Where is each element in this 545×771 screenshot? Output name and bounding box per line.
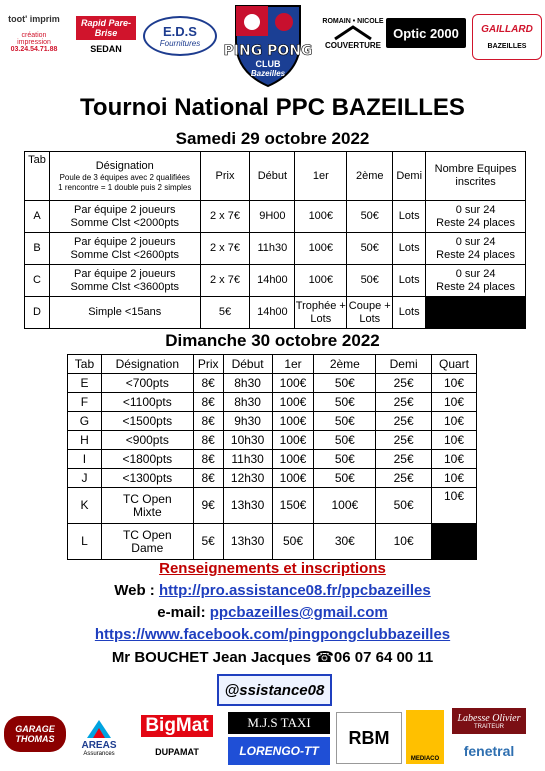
optic2000-logo: [386, 18, 466, 48]
cell-prix: 2 x 7€: [200, 201, 250, 233]
cell-demi: Lots: [393, 233, 426, 265]
cell-debut: 9H00: [250, 201, 295, 233]
club-line2: CLUB: [255, 58, 281, 69]
table-row: [68, 524, 477, 560]
mediaco-logo: [406, 710, 444, 764]
table-row: [68, 374, 477, 393]
table-row: [68, 450, 477, 469]
email-line: [0, 604, 545, 621]
saturday-heading: Samedi 29 octobre 2022: [175, 129, 370, 148]
rbm-logo: [336, 712, 402, 764]
eds-logo: [143, 16, 217, 56]
club-logo: [222, 2, 314, 90]
labesse-sub: TRAITEUR: [474, 723, 504, 730]
cell-quart: 10€: [432, 374, 477, 393]
info-heading: Renseignements et inscriptions: [159, 560, 386, 577]
cell-demi: 25€: [376, 450, 432, 469]
header-quart: Quart: [432, 355, 477, 374]
cell-first: Trophée + Lots: [295, 297, 347, 329]
contact-name: Mr BOUCHET Jean Jacques: [111, 649, 316, 666]
cell-second: Coupe + Lots: [347, 297, 393, 329]
table-row: [68, 488, 477, 524]
cell-first: 50€: [272, 524, 314, 560]
areas-name: AREAS: [81, 739, 117, 751]
romain-name: ROMAIN • NICOLE: [322, 18, 384, 25]
cell-prix: 8€: [193, 393, 223, 412]
bigmat-name: BigMat: [141, 715, 212, 737]
cell-designation: Par équipe 2 joueurs Somme Clst <3600pts: [49, 265, 200, 297]
cell-demi: 25€: [376, 393, 432, 412]
optic-name: Optic 2000: [393, 25, 459, 41]
cell-demi: Lots: [393, 265, 426, 297]
cell-prix: 2 x 7€: [200, 233, 250, 265]
rapid-name: Rapid Pare-Brise: [76, 16, 136, 40]
labesse-name: Labesse Olivier: [457, 712, 521, 724]
cell-quart: 10€: [432, 412, 477, 431]
rbm-name: RBM: [348, 727, 390, 748]
saturday-table: [24, 151, 526, 329]
phone-icon: ☎: [315, 649, 334, 666]
tootimprim-logo: [4, 10, 64, 56]
email-link[interactable]: ppcbazeilles@gmail.com: [209, 604, 388, 621]
cell-first: 100€: [272, 431, 314, 450]
cell-demi: Lots: [393, 201, 426, 233]
cell-nombre: 0 sur 24 Reste 24 places: [426, 265, 526, 297]
contact-line: [0, 648, 545, 666]
table-row: [25, 201, 526, 233]
cell-tab: A: [25, 201, 50, 233]
facebook-line: [0, 626, 545, 643]
cell-debut: 11h30: [223, 450, 272, 469]
header-demi: Demi: [376, 355, 432, 374]
cell-debut: 10h30: [223, 431, 272, 450]
cell-prix: 8€: [193, 374, 223, 393]
cell-designation: TC Open Mixte: [101, 488, 193, 524]
cell-prix: 8€: [193, 412, 223, 431]
table-row: [25, 265, 526, 297]
cell-first: 100€: [272, 469, 314, 488]
cell-nombre: 0 sur 24 Reste 24 places: [426, 201, 526, 233]
lorengo-logo: [228, 737, 330, 765]
web-line: [0, 582, 545, 599]
header-prix: Prix: [193, 355, 223, 374]
assistance08-logo: [217, 674, 332, 706]
eds-sub: Fournitures: [159, 39, 201, 48]
mediaco-name: MEDIACO: [410, 756, 440, 762]
lorengo-name: LORENGO-TT: [239, 744, 319, 758]
cell-designation: <1800pts: [101, 450, 193, 469]
cell-tab: E: [68, 374, 102, 393]
cell-demi: 10€: [376, 524, 432, 560]
page-title: Tournoi National PPC BAZEILLES: [80, 94, 465, 121]
cell-designation: <1500pts: [101, 412, 193, 431]
romain-nicole-logo: [322, 12, 384, 56]
roof-icon: [333, 25, 373, 41]
club-line3: Bazeilles: [250, 68, 286, 78]
cell-tab: D: [25, 297, 50, 329]
cell-tab: K: [68, 488, 102, 524]
table-row: [68, 469, 477, 488]
tootimprim-phone: 03.24.54.71.88: [10, 45, 58, 53]
table-row: [25, 297, 526, 329]
mjs-taxi-logo: [228, 712, 330, 734]
gaillard-city: BAZEILLES: [487, 43, 527, 50]
sunday-heading: Dimanche 30 octobre 2022: [165, 331, 380, 350]
cell-designation: <1100pts: [101, 393, 193, 412]
mjs-name: M.J.S TAXI: [247, 715, 311, 730]
bigmat-logo: [134, 710, 220, 762]
cell-debut: 8h30: [223, 374, 272, 393]
header-designation-label: Désignation: [95, 159, 154, 172]
header-demi: Demi: [393, 152, 426, 201]
cell-first: 100€: [272, 393, 314, 412]
tootimprim-sub: création impression: [17, 31, 51, 46]
cell-second: 100€: [314, 488, 376, 524]
header-debut: Début: [250, 152, 295, 201]
table-row: [25, 233, 526, 265]
cell-debut: 11h30: [250, 233, 295, 265]
cell-quart: 10€: [432, 488, 477, 524]
areas-logo: [74, 712, 124, 762]
cell-first: 150€: [272, 488, 314, 524]
header-prix: Prix: [200, 152, 250, 201]
table-row: [68, 412, 477, 431]
header-nombre: Nombre Equipes inscrites: [426, 152, 526, 201]
romain-sub: COUVERTURE: [324, 41, 381, 50]
cell-designation: <900pts: [101, 431, 193, 450]
cell-tab: L: [68, 524, 102, 560]
cell-demi: 25€: [376, 412, 432, 431]
web-label: Web :: [114, 582, 159, 599]
cell-demi: 25€: [376, 469, 432, 488]
cell-designation: Par équipe 2 joueurs Somme Clst <2600pts: [49, 233, 200, 265]
cell-second: 30€: [314, 524, 376, 560]
cell-second: 50€: [314, 374, 376, 393]
sunday-header-row: [68, 355, 477, 374]
designation-note1: Poule de 3 équipes avec 2 qualifiées: [59, 172, 190, 182]
header-designation: Désignation: [101, 355, 193, 374]
areas-sub: Assurances: [83, 750, 115, 757]
cell-prix: 8€: [193, 431, 223, 450]
designation-note2: 1 rencontre = 1 double puis 2 simples: [58, 182, 192, 192]
saturday-header-row: [25, 152, 526, 201]
cell-designation: Par équipe 2 joueurs Somme Clst <2000pts: [49, 201, 200, 233]
web-link[interactable]: http://pro.assistance08.fr/ppcbazeilles: [158, 582, 431, 599]
cell-prix: 9€: [193, 488, 223, 524]
cell-prix: 8€: [193, 450, 223, 469]
cell-debut: 13h30: [223, 488, 272, 524]
eds-name: E.D.S: [163, 24, 197, 39]
fenetral-logo: [452, 738, 526, 764]
cell-first: 100€: [272, 374, 314, 393]
cell-demi: 50€: [376, 488, 432, 524]
cell-quart: 10€: [432, 450, 477, 469]
cell-demi: Lots: [393, 297, 426, 329]
cell-first: 100€: [295, 233, 347, 265]
cell-prix: 5€: [200, 297, 250, 329]
club-line1: PING PONG: [223, 42, 313, 59]
cell-designation: <1300pts: [101, 469, 193, 488]
cell-prix: 2 x 7€: [200, 265, 250, 297]
cell-prix: 5€: [193, 524, 223, 560]
header-second: 2ème: [314, 355, 376, 374]
gaillard-name: GAILLARD: [481, 24, 533, 35]
header-tab: Tab: [68, 355, 102, 374]
cell-designation: Simple <15ans: [49, 297, 200, 329]
header-designation: [49, 152, 200, 201]
cell-second: 50€: [314, 412, 376, 431]
cell-quart: 10€: [432, 469, 477, 488]
cell-debut: 9h30: [223, 412, 272, 431]
rapid-city: SEDAN: [90, 44, 122, 54]
header-debut: Début: [223, 355, 272, 374]
cell-second: 50€: [314, 469, 376, 488]
cell-designation: TC Open Dame: [101, 524, 193, 560]
fenetral-name: fenetral: [463, 743, 515, 759]
bigmat-sub: DUPAMAT: [155, 747, 199, 757]
cell-prix: 8€: [193, 469, 223, 488]
labesse-logo: [452, 708, 526, 734]
facebook-link[interactable]: https://www.facebook.com/pingpongclubbazeilles: [94, 626, 451, 643]
table-row: [68, 431, 477, 450]
sunday-table: [67, 354, 477, 560]
header-first: 1er: [295, 152, 347, 201]
cell-first: 100€: [295, 265, 347, 297]
cell-second: 50€: [347, 265, 393, 297]
cell-second: 50€: [314, 431, 376, 450]
cell-debut: 14h00: [250, 265, 295, 297]
cell-demi: 25€: [376, 374, 432, 393]
tootimprim-name: toot' imprim: [8, 13, 60, 24]
cell-first: 100€: [272, 412, 314, 431]
garage-thomas-logo: [4, 716, 66, 752]
rapid-parebrise-logo: [76, 14, 136, 56]
cell-nombre-blank: [426, 297, 526, 329]
cell-tab: G: [68, 412, 102, 431]
cell-tab: F: [68, 393, 102, 412]
cell-nombre: 0 sur 24 Reste 24 places: [426, 233, 526, 265]
header-first: 1er: [272, 355, 314, 374]
table-row: [68, 393, 477, 412]
cell-first: 100€: [295, 201, 347, 233]
cell-second: 50€: [347, 201, 393, 233]
areas-mark-icon: [85, 718, 113, 740]
cell-tab: I: [68, 450, 102, 469]
contact-phone: 06 07 64 00 11: [333, 649, 434, 666]
cell-quart: 10€: [432, 393, 477, 412]
email-label: e-mail:: [157, 604, 210, 621]
cell-quart-blank: [432, 524, 477, 560]
cell-second: 50€: [314, 450, 376, 469]
cell-tab: H: [68, 431, 102, 450]
cell-debut: 8h30: [223, 393, 272, 412]
cell-debut: 14h00: [250, 297, 295, 329]
cell-quart: 10€: [432, 431, 477, 450]
cell-second: 50€: [347, 233, 393, 265]
cell-designation: <700pts: [101, 374, 193, 393]
cell-demi: 25€: [376, 431, 432, 450]
cell-tab: B: [25, 233, 50, 265]
garage-name: GARAGE THOMAS: [15, 724, 55, 744]
cell-second: 50€: [314, 393, 376, 412]
cell-tab: C: [25, 265, 50, 297]
assistance08-text: @ssistance08: [224, 681, 325, 699]
cell-tab: J: [68, 469, 102, 488]
cell-first: 100€: [272, 450, 314, 469]
gaillard-logo: [472, 14, 542, 60]
cell-debut: 13h30: [223, 524, 272, 560]
header-second: 2ème: [347, 152, 393, 201]
header-tab: Tab: [25, 152, 50, 201]
cell-debut: 12h30: [223, 469, 272, 488]
